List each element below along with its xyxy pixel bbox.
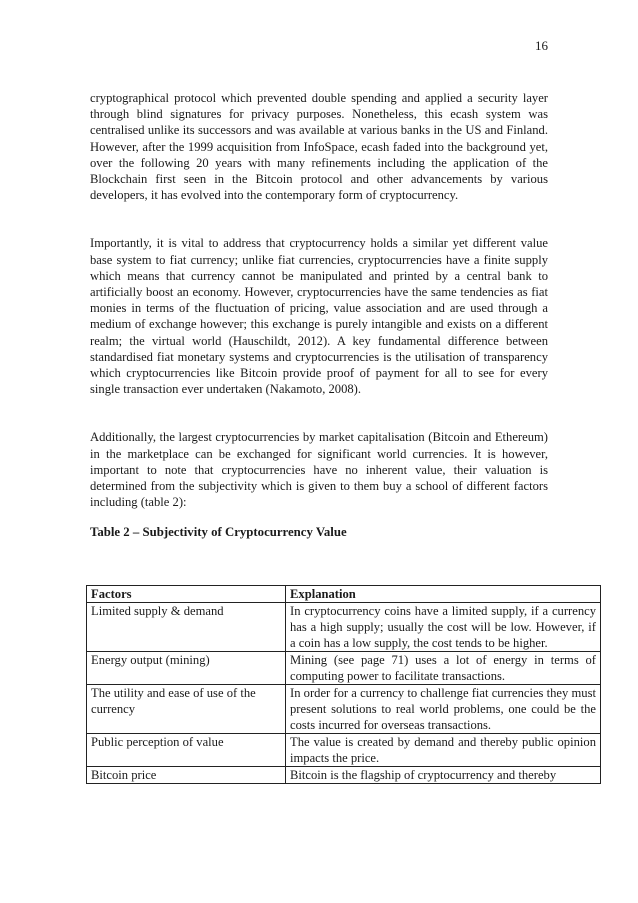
- header-factors: Factors: [87, 586, 286, 603]
- explanation-cell: In order for a currency to challenge fiat currencies they must present solutions to real world problems, one could be the costs incurred for overseas transactions.: [286, 685, 601, 734]
- factor-cell: Public perception of value: [87, 734, 286, 767]
- table-header-row: [87, 586, 601, 603]
- subjectivity-table: [86, 585, 601, 784]
- explanation-cell: Mining (see page 71) uses a lot of energy in terms of computing power to facilitate transactions.: [286, 652, 601, 685]
- table-row: [87, 734, 601, 767]
- paragraph-valuation: Additionally, the largest cryptocurrencies by market capitalisation (Bitcoin and Ethereum) in the marketplace can be exchanged for significant world currencies. It is however, important to note that cryptocurrencies have no inherent value, their valuation is determined from the subjectivity which is given to them buy a school of different factors including (table 2):: [90, 430, 548, 510]
- factor-cell: Energy output (mining): [87, 652, 286, 685]
- factor-cell: The utility and ease of use of the currency: [87, 685, 286, 734]
- table-row: [87, 652, 601, 685]
- table-row: [87, 767, 601, 784]
- paragraph-ecash-history: cryptographical protocol which prevented double spending and applied a security layer through blind signatures for privacy purposes. Nonetheless, this ecash system was centralised unlike its successors and was available at various banks in the US and Finland. However, after the 1999 acquisition from InfoSpace, ecash faded into the background yet, over the following 20 years with many refinements including the application of the Blockchain first seen in the Bitcoin protocol and other advancements by various developers, it has evolved into the contemporary form of cryptocurrency.: [90, 91, 548, 203]
- header-explanation: Explanation: [286, 586, 601, 603]
- table-row: [87, 603, 601, 652]
- page-number: 16: [535, 38, 548, 53]
- table-row: [87, 685, 601, 734]
- explanation-cell: The value is created by demand and thereby public opinion impacts the price.: [286, 734, 601, 767]
- paragraph-fiat-comparison: Importantly, it is vital to address that cryptocurrency holds a similar yet different value base system to fiat currency; unlike fiat currencies, cryptocurrencies have a finite supply which means that currency cannot be manipulated and printed by a central bank to artificially boost an economy. However, cryptocurrencies have the same tendencies as fiat monies in terms of the fluctuation of pricing, value association and are used through a medium of exchange however; this exchange is purely intangible and exists on a different realm; the virtual world (Hauschildt, 2012). A key fundamental difference between standardised fiat monetary systems and cryptocurrencies is the utilisation of transparency which cryptocurrencies like Bitcoin provide proof of payment for all to see for every single transaction ever undertaken (Nakamoto, 2008).: [90, 236, 548, 397]
- table-caption: Table 2 – Subjectivity of Cryptocurrency Value: [90, 525, 347, 540]
- explanation-cell: Bitcoin is the flagship of cryptocurrency and thereby: [286, 767, 601, 784]
- body-text: [90, 90, 548, 540]
- explanation-cell: In cryptocurrency coins have a limited supply, if a currency has a high supply; usually the cost will be low. However, if a coin has a low supply, the cost tends to be higher.: [286, 603, 601, 652]
- factor-cell: Bitcoin price: [87, 767, 286, 784]
- factor-cell: Limited supply & demand: [87, 603, 286, 652]
